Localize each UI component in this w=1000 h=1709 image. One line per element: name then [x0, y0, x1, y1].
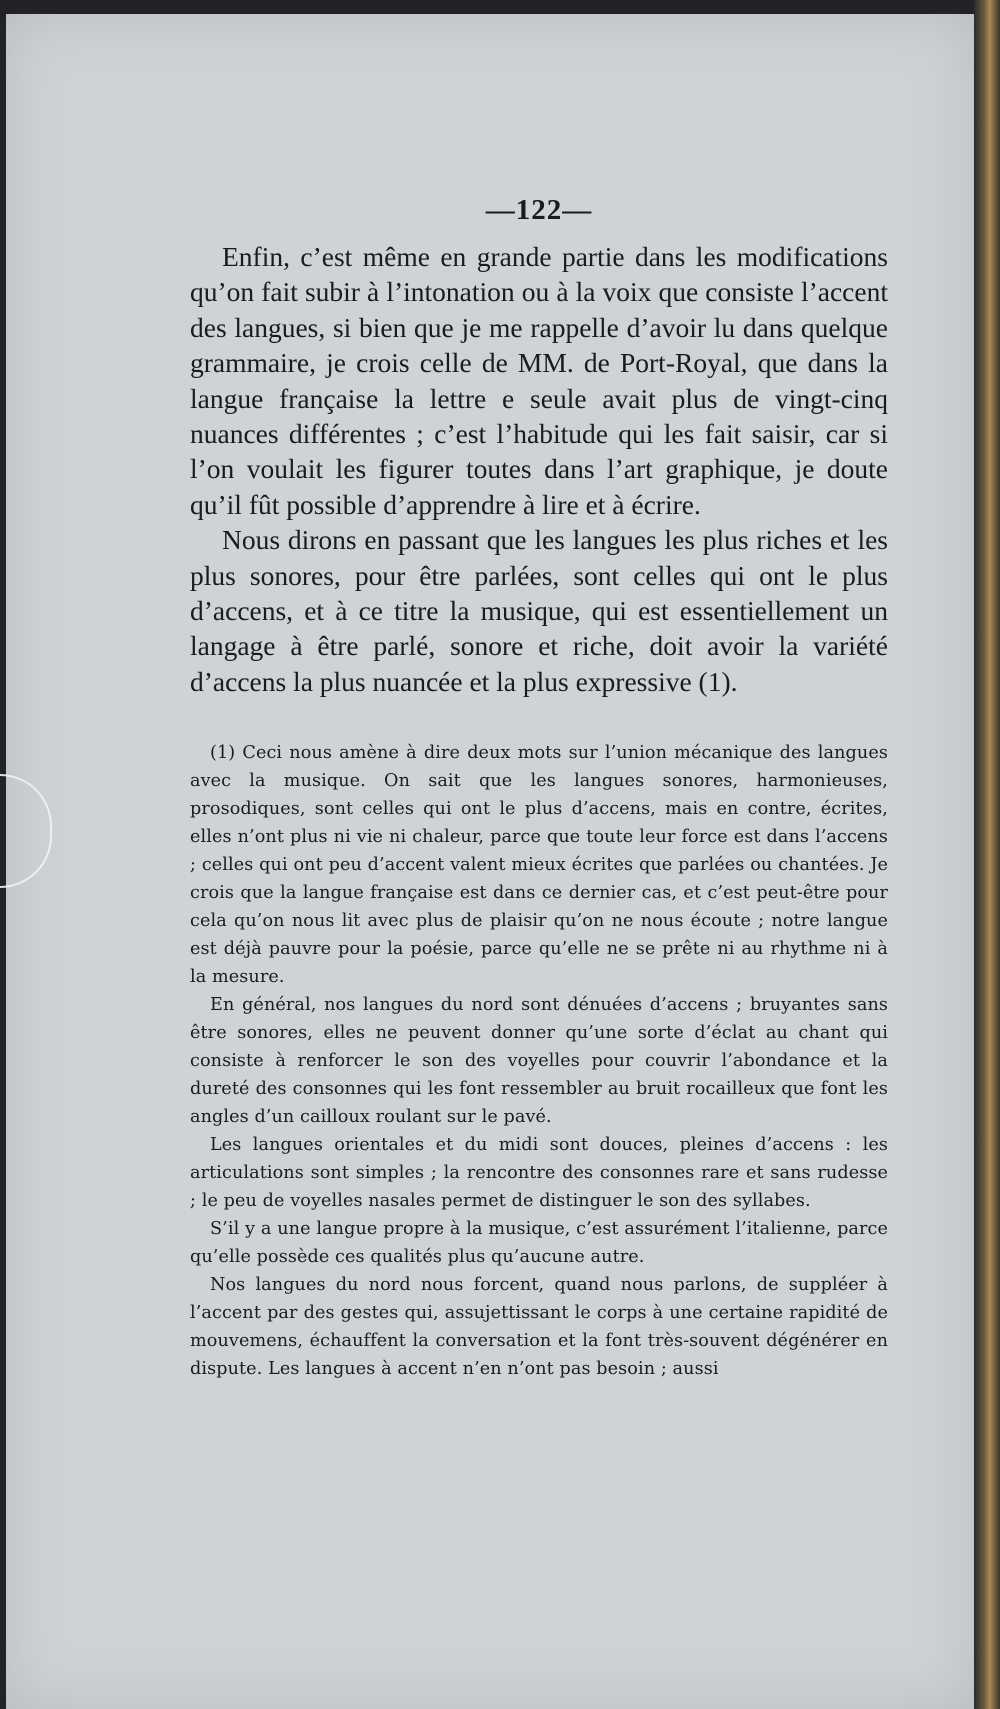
footnote-paragraph-3: Les langues orientales et du midi sont douces, pleines d’accens : les articulations sont simples ; la rencontre des consonnes rare et sans rudesse ; le peu de voyelles nasales permet de distinguer le son des syllabes.	[190, 1135, 888, 1212]
book-spine-edge	[974, 0, 1000, 1709]
main-text	[190, 239, 888, 699]
page-number: —122—	[485, 194, 593, 226]
footnote-paragraph-5: Nos langues du nord nous forcent, quand nous parlons, de suppléer à l’accent par des gestes qui, assujettissant le corps à une certaine rapidité de mouvemens, échauffent la conversation et la font très-souvent dégénérer en dispute. Les langues à accent n’en n’ont pas besoin ; aussi	[190, 1275, 888, 1380]
body-paragraph-1: Enfin, c’est même en grande partie dans les modifications qu’on fait subir à l’intonation ou à la voix que consiste l’accent des langues, si bien que je me rappelle d’avoir lu dans quelque grammaire, je crois celle de MM. de Port-Royal, que dans la langue française la lettre e seule avait plus de vingt-cinq nuances différentes ; c’est l’habitude qui les fait saisir, car si l’on voulait les figurer toutes dans l’art graphique, je doute qu’il fût possible d’apprendre à lire et à écrire.	[190, 241, 888, 520]
book-page	[6, 14, 974, 1709]
footnote-paragraph-4: S’il y a une langue propre à la musique, c’est assurément l’italienne, parce qu’elle possède ces qualités plus qu’aucune autre.	[190, 1219, 888, 1268]
page-content	[190, 194, 888, 1383]
footnote-paragraph-1: (1) Ceci nous amène à dire deux mots sur l’union mécanique des langues avec la musique. On sait que les langues sonores, harmonieuses, prosodiques, sont celles qui ont le plus d’accens, mais en contre, écrites, elles n’ont plus ni vie ni chaleur, parce que toute leur force est dans l’accens ; celles qui ont peu d’accent valent mieux écrites que parlées ou chantées. Je crois que la langue française est dans ce dernier cas, et c’est peut-être pour cela qu’on nous lit avec plus de plaisir qu’on ne nous écoute ; notre langue est déjà pauvre pour la poésie, parce qu’elle ne se prête ni au rhythme ni à la mesure.	[190, 743, 888, 988]
footnote-paragraph-2: En général, nos langues du nord sont dénuées d’accens ; bruyantes sans être sonores, elles ne peuvent donner qu’une sorte d’éclat au chant qui consiste à renforcer le son des voyelles pour couvrir l’abondance et la dureté des consonnes qui les font ressembler au bruit rocailleux que font les angles d’un cailloux roulant sur le pavé.	[190, 995, 888, 1128]
footnote-block	[190, 739, 888, 1383]
body-paragraph-2: Nous dirons en passant que les langues les plus riches et les plus sonores, pour être parlées, sont celles qui ont le plus d’accens, et à ce titre la musique, qui est essentiellement un langage à être parlé, sonore et riche, doit avoir la variété d’accens la plus nuancée et la plus expressive (1).	[190, 524, 888, 697]
paper-clip-mark	[0, 774, 52, 888]
